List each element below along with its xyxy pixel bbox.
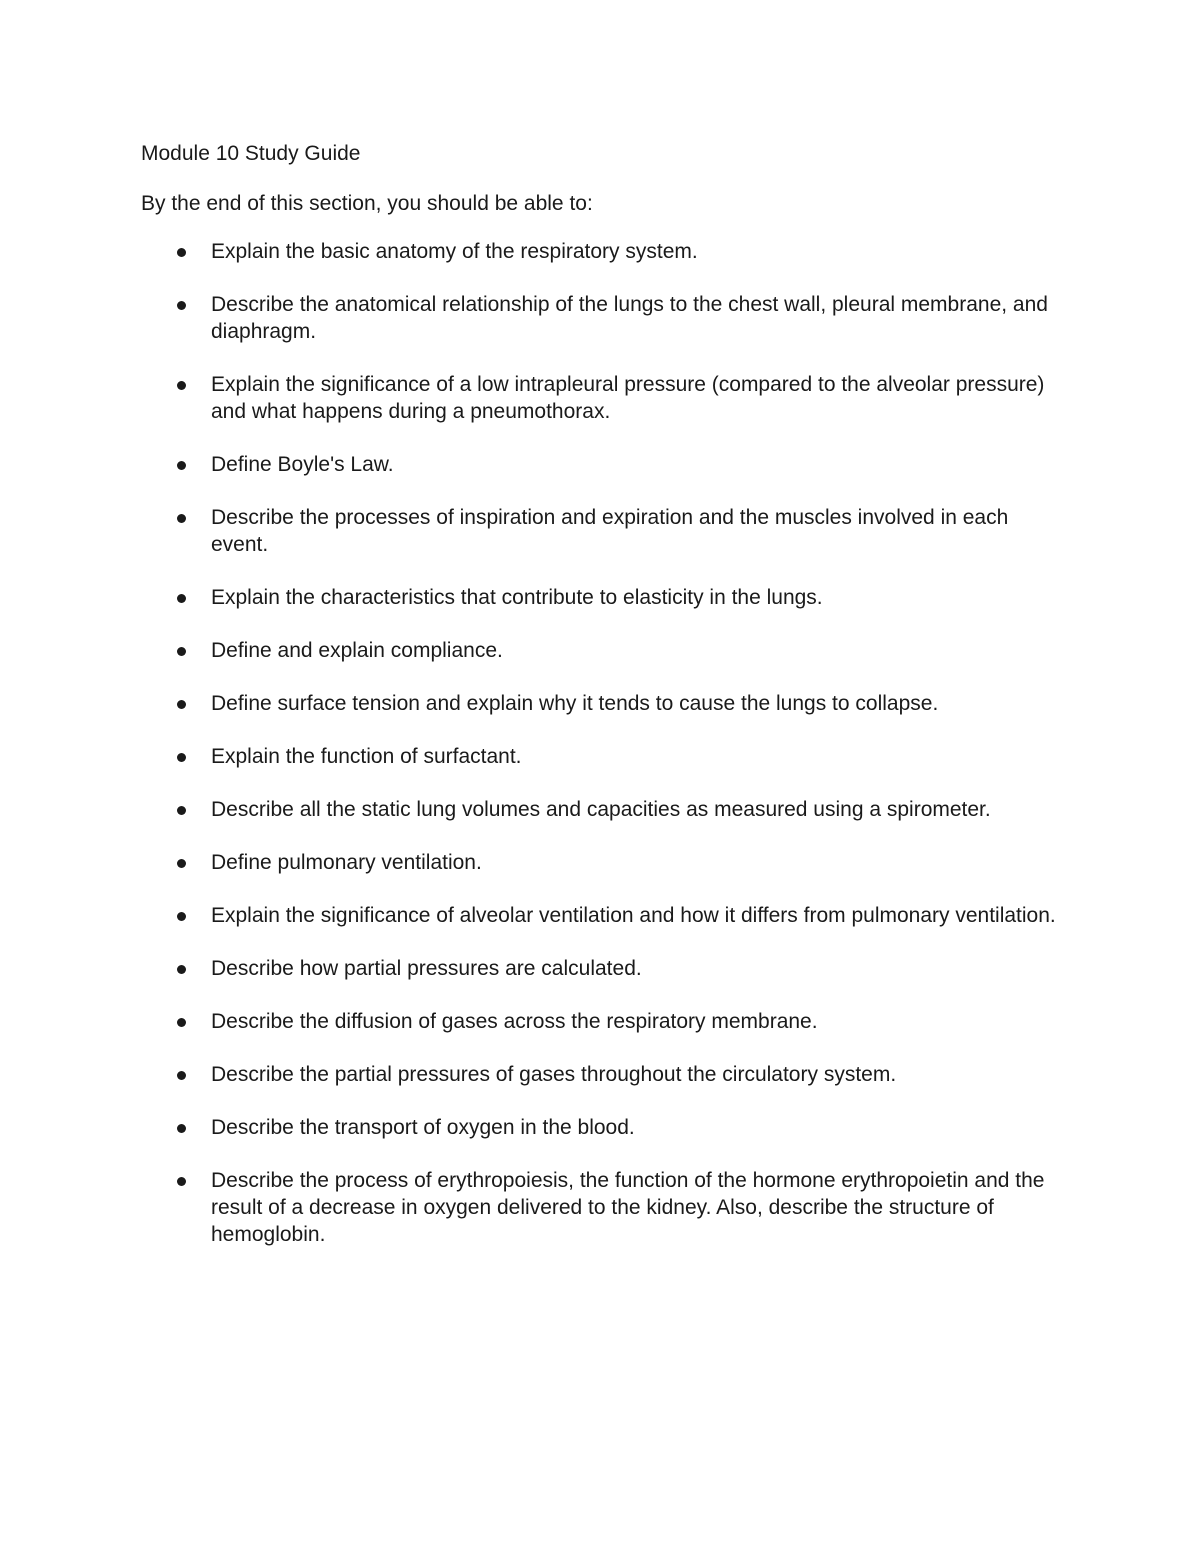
bullet-icon bbox=[177, 806, 186, 815]
list-item-text: Define and explain compliance. bbox=[211, 639, 503, 662]
list-item bbox=[141, 1167, 1071, 1248]
list-item bbox=[141, 238, 1071, 265]
list-item bbox=[141, 849, 1071, 876]
list-item-text: Explain the characteristics that contribute to elasticity in the lungs. bbox=[211, 586, 823, 609]
list-item bbox=[141, 1114, 1071, 1141]
bullet-icon bbox=[177, 1124, 186, 1133]
list-item-text: Describe the anatomical relationship of the lungs to the chest wall, pleural membrane, and diaphragm. bbox=[211, 293, 1048, 343]
bullet-icon bbox=[177, 1018, 186, 1027]
list-item bbox=[141, 291, 1071, 345]
list-item-text: Define pulmonary ventilation. bbox=[211, 851, 482, 874]
list-item bbox=[141, 1008, 1071, 1035]
list-item-text: Explain the significance of alveolar ventilation and how it differs from pulmonary ventilation. bbox=[211, 904, 1056, 927]
list-item-text: Describe all the static lung volumes and capacities as measured using a spirometer. bbox=[211, 798, 991, 821]
list-item-text: Describe the processes of inspiration and expiration and the muscles involved in each event. bbox=[211, 506, 1009, 556]
bullet-icon bbox=[177, 514, 186, 523]
list-item bbox=[141, 451, 1071, 478]
bullet-icon bbox=[177, 594, 186, 603]
list-item bbox=[141, 955, 1071, 982]
bullet-icon bbox=[177, 301, 186, 310]
list-item bbox=[141, 504, 1071, 558]
list-item-text: Define Boyle's Law. bbox=[211, 453, 394, 476]
bullet-icon bbox=[177, 1177, 186, 1186]
list-item-text: Explain the significance of a low intrapleural pressure (compared to the alveolar pressure) and what happens during a pneumothorax. bbox=[211, 373, 1045, 423]
list-item-text: Explain the basic anatomy of the respiratory system. bbox=[211, 240, 698, 263]
bullet-icon bbox=[177, 700, 186, 709]
document-title: Module 10 Study Guide bbox=[141, 142, 361, 165]
objectives-list bbox=[141, 238, 1071, 1248]
bullet-icon bbox=[177, 859, 186, 868]
list-item-text: Describe the partial pressures of gases throughout the circulatory system. bbox=[211, 1063, 897, 1086]
bullet-icon bbox=[177, 1071, 186, 1080]
list-item-text: Describe the process of erythropoiesis, the function of the hormone erythropoietin and the result of a decrease in oxygen delivered to the kidney. Also, describe the structure of hemoglobin. bbox=[211, 1169, 1045, 1246]
intro-text: By the end of this section, you should be able to: bbox=[141, 192, 593, 215]
list-item-text: Explain the function of surfactant. bbox=[211, 745, 522, 768]
list-item bbox=[141, 743, 1071, 770]
bullet-icon bbox=[177, 753, 186, 762]
list-item bbox=[141, 796, 1071, 823]
list-item bbox=[141, 1061, 1071, 1088]
document-body bbox=[141, 140, 1071, 1274]
list-item-text: Define surface tension and explain why it tends to cause the lungs to collapse. bbox=[211, 692, 939, 715]
bullet-icon bbox=[177, 248, 186, 257]
list-item bbox=[141, 690, 1071, 717]
bullet-icon bbox=[177, 461, 186, 470]
bullet-icon bbox=[177, 647, 186, 656]
bullet-icon bbox=[177, 965, 186, 974]
list-item-text: Describe the diffusion of gases across the respiratory membrane. bbox=[211, 1010, 818, 1033]
list-item bbox=[141, 902, 1071, 929]
list-item-text: Describe how partial pressures are calculated. bbox=[211, 957, 642, 980]
list-item-text: Describe the transport of oxygen in the blood. bbox=[211, 1116, 635, 1139]
list-item bbox=[141, 584, 1071, 611]
bullet-icon bbox=[177, 381, 186, 390]
list-item bbox=[141, 371, 1071, 425]
list-item bbox=[141, 637, 1071, 664]
bullet-icon bbox=[177, 912, 186, 921]
